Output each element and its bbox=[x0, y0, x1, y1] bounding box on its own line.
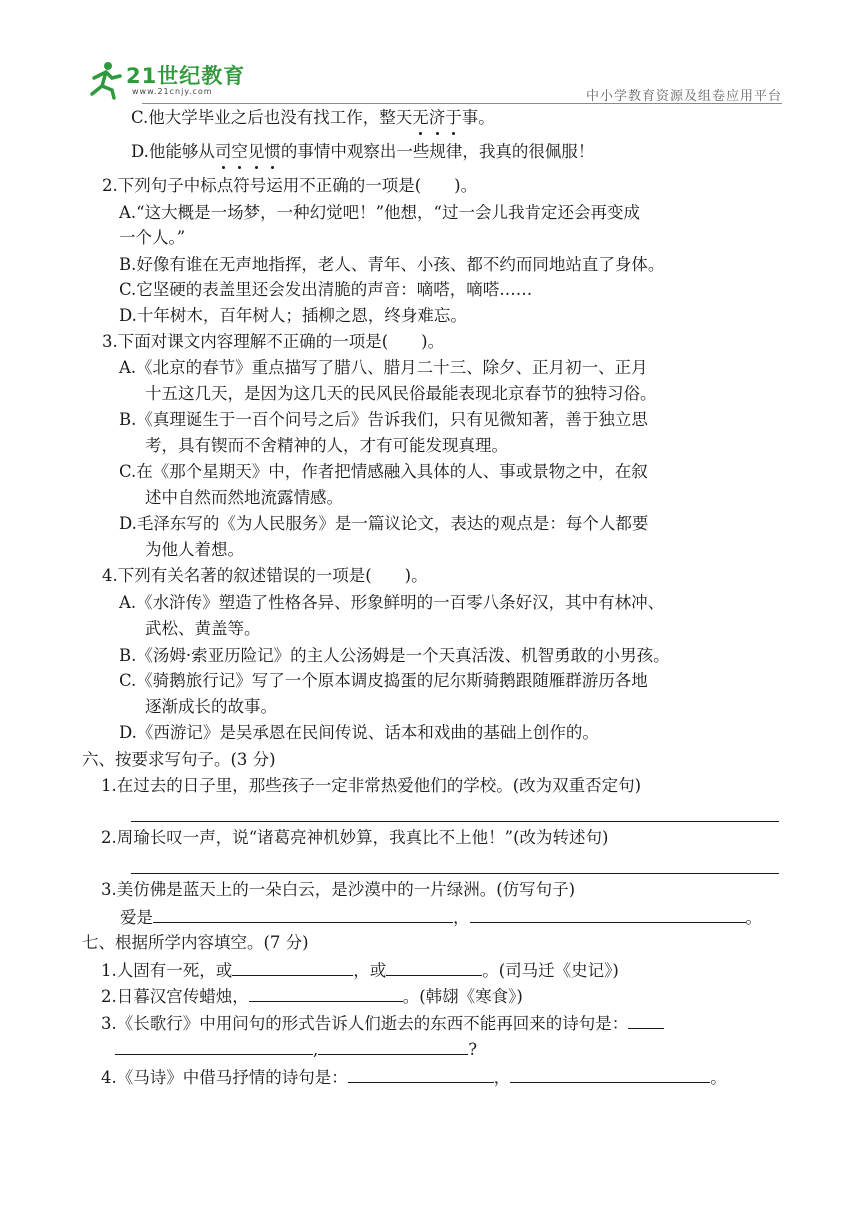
q3-option-d-cont: 为他人着想。 bbox=[145, 540, 244, 559]
s7-q3-cont: , ? bbox=[115, 1038, 477, 1061]
answer-blank[interactable] bbox=[628, 1012, 664, 1029]
page-header bbox=[0, 0, 860, 104]
s6-q1: 1.在过去的日子里，那些孩子一定非常热爱他们的学校。(改为双重否定句) bbox=[101, 776, 642, 795]
answer-blank[interactable] bbox=[386, 959, 482, 976]
answer-blank[interactable] bbox=[470, 906, 746, 923]
q4-option-a: A.《水浒传》塑造了性格各异、形象鲜明的一百零八条好汉，其中有林冲、 bbox=[119, 593, 665, 612]
answer-blank[interactable] bbox=[318, 1038, 468, 1055]
q4-stem: 4.下列有关名著的叙述错误的一项是( )。 bbox=[102, 566, 428, 585]
s6-q3: 3.美仿佛是蓝天上的一朵白云，是沙漠中的一片绿洲。(仿写句子) bbox=[101, 880, 576, 899]
q3-option-a-cont: 十五这几天，是因为这几天的民风民俗最能表现北京春节的独特习俗。 bbox=[145, 384, 657, 403]
s6-q3-answer: 爱是 ， 。 bbox=[120, 908, 762, 927]
s7-q4: 4.《马诗》中借马抒情的诗句是： ， 。 bbox=[101, 1068, 727, 1087]
emphasis-char: 司 bbox=[214, 142, 232, 161]
s7-q2: 2.日暮汉宫传蜡烛， 。(韩翃《寒食》) bbox=[101, 987, 523, 1006]
runner-icon bbox=[86, 60, 126, 100]
header-divider bbox=[142, 103, 782, 104]
q2-stem: 2.下列句子中标点符号运用不正确的一项是( )。 bbox=[102, 176, 478, 195]
q4-option-c-cont: 逐渐成长的故事。 bbox=[145, 697, 277, 716]
emphasis-char: 于 bbox=[445, 108, 462, 127]
q4-option-a-cont: 武松、黄盖等。 bbox=[145, 619, 261, 638]
answer-blank[interactable] bbox=[249, 985, 403, 1002]
q1-option-c: C.他大学毕业之后也没有找工作，整天无济于事。 bbox=[131, 108, 495, 127]
section-6-title: 六、按要求写句子。(3 分) bbox=[82, 750, 276, 769]
q2-option-b: B.好像有谁在无声地指挥，老人、青年、小孩、都不约而同地站直了身体。 bbox=[119, 255, 665, 274]
q2-option-d: D.十年树木，百年树人；插柳之恩，终身难忘。 bbox=[119, 306, 467, 325]
emphasis-char: 济 bbox=[428, 108, 446, 127]
q2-option-a: A.“这大概是一场梦，一种幻觉吧！”他想，“过一会儿我肯定还会再变成 bbox=[119, 203, 640, 222]
q3-option-b: B.《真理诞生于一百个问号之后》告诉我们，只有见微知著，善于独立思 bbox=[119, 410, 648, 429]
answer-blank[interactable] bbox=[153, 906, 453, 923]
s7-q1: 1.人固有一死，或 ，或 。(司马迁《史记》) bbox=[101, 961, 619, 980]
s6-q1-answer-line[interactable] bbox=[131, 821, 779, 822]
emphasis-char: 空 bbox=[231, 142, 248, 161]
emphasis-char: 无 bbox=[412, 108, 429, 127]
s6-q2-answer-line[interactable] bbox=[131, 873, 779, 874]
answer-blank[interactable] bbox=[348, 1066, 494, 1083]
q2-option-a-cont: 一个人。” bbox=[119, 228, 186, 247]
q3-option-c: C.在《那个星期天》中，作者把情感融入具体的人、事或景物之中，在叙 bbox=[119, 462, 648, 481]
q4-option-c: C.《骑鹅旅行记》写了一个原本调皮捣蛋的尼尔斯骑鹅跟随雁群游历各地 bbox=[119, 671, 648, 690]
q3-option-a: A.《北京的春节》重点描写了腊八、腊月二十三、除夕、正月初一、正月 bbox=[119, 358, 648, 377]
q3-stem: 3.下面对课文内容理解不正确的一项是( )。 bbox=[102, 332, 445, 351]
answer-blank[interactable] bbox=[115, 1038, 313, 1055]
logo-url: www.21cnjy.com bbox=[132, 87, 213, 96]
q2-option-c: C.它坚硬的表盖里还会发出清脆的声音：嘀嗒，嘀嗒…… bbox=[119, 280, 533, 299]
q3-option-d: D.毛泽东写的《为人民服务》是一篇议论文，表达的观点是：每个人都要 bbox=[119, 514, 649, 533]
logo bbox=[86, 60, 286, 102]
emphasis-char: 惯 bbox=[264, 142, 281, 161]
logo-text: 21世纪教育 bbox=[126, 64, 246, 88]
q1-option-d: D.他能够从司空见惯的事情中观察出一些规律，我真的很佩服！ bbox=[131, 142, 595, 161]
s6-q2: 2.周瑜长叹一声，说“诸葛亮神机妙算，我真比不上他！”(改为转述句) bbox=[101, 828, 609, 847]
q3-option-c-cont: 述中自然而然地流露情感。 bbox=[145, 488, 343, 507]
answer-blank[interactable] bbox=[510, 1066, 710, 1083]
q3-option-b-cont: 考，具有锲而不舍精神的人，才有可能发现真理。 bbox=[145, 436, 508, 455]
answer-blank[interactable] bbox=[232, 959, 353, 976]
section-7-title: 七、根据所学内容填空。(7 分) bbox=[82, 933, 309, 952]
q4-option-b: B.《汤姆·索亚历险记》的主人公汤姆是一个天真活泼、机智勇敢的小男孩。 bbox=[119, 646, 670, 665]
q4-option-d: D.《西游记》是吴承恩在民间传说、话本和戏曲的基础上创作的。 bbox=[119, 723, 599, 742]
s7-q3: 3.《长歌行》中用问句的形式告诉人们逝去的东西不能再回来的诗句是： bbox=[101, 1012, 664, 1035]
platform-name: 中小学教育资源及组卷应用平台 bbox=[585, 89, 782, 104]
emphasis-char: 见 bbox=[247, 142, 265, 161]
